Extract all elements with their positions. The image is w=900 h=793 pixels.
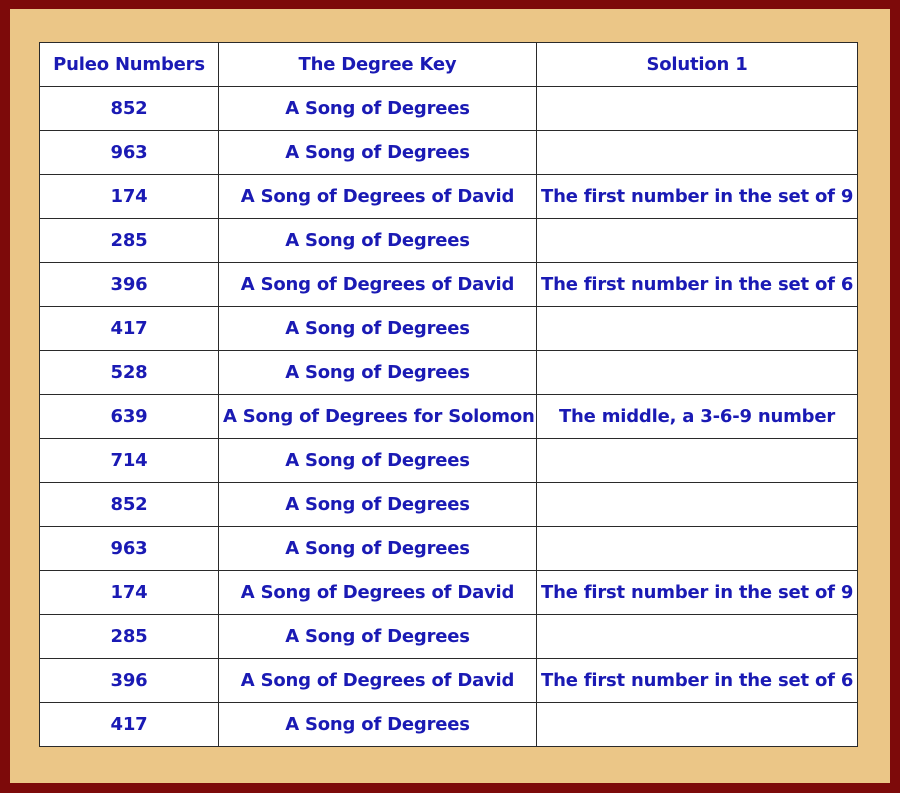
cell-solution: The first number in the set of 9 bbox=[537, 571, 858, 615]
cell-puleo-number: 852 bbox=[40, 483, 219, 527]
cell-degree-key: A Song of Degrees of David bbox=[219, 175, 537, 219]
cell-solution bbox=[537, 351, 858, 395]
table-row bbox=[40, 175, 858, 219]
cell-puleo-number: 963 bbox=[40, 527, 219, 571]
cell-degree-key: A Song of Degrees for Solomon bbox=[219, 395, 537, 439]
header-solution-1: Solution 1 bbox=[537, 43, 858, 87]
cell-puleo-number: 639 bbox=[40, 395, 219, 439]
table-row bbox=[40, 483, 858, 527]
cell-puleo-number: 417 bbox=[40, 307, 219, 351]
table-row bbox=[40, 439, 858, 483]
cell-degree-key: A Song of Degrees bbox=[219, 131, 537, 175]
table-row bbox=[40, 131, 858, 175]
cell-solution bbox=[537, 307, 858, 351]
table-row bbox=[40, 703, 858, 747]
cell-solution bbox=[537, 483, 858, 527]
cell-solution bbox=[537, 703, 858, 747]
cell-degree-key: A Song of Degrees bbox=[219, 483, 537, 527]
cell-solution: The middle, a 3-6-9 number bbox=[537, 395, 858, 439]
cell-degree-key: A Song of Degrees bbox=[219, 87, 537, 131]
cell-puleo-number: 714 bbox=[40, 439, 219, 483]
cell-puleo-number: 174 bbox=[40, 571, 219, 615]
table-row bbox=[40, 659, 858, 703]
table-row bbox=[40, 571, 858, 615]
cell-puleo-number: 528 bbox=[40, 351, 219, 395]
cell-solution: The first number in the set of 6 bbox=[537, 659, 858, 703]
cell-degree-key: A Song of Degrees bbox=[219, 219, 537, 263]
cell-solution bbox=[537, 131, 858, 175]
cell-solution: The first number in the set of 6 bbox=[537, 263, 858, 307]
cell-puleo-number: 396 bbox=[40, 263, 219, 307]
cell-puleo-number: 174 bbox=[40, 175, 219, 219]
header-puleo-numbers: Puleo Numbers bbox=[40, 43, 219, 87]
table-row bbox=[40, 527, 858, 571]
cell-degree-key: A Song of Degrees of David bbox=[219, 659, 537, 703]
cell-puleo-number: 852 bbox=[40, 87, 219, 131]
table-row bbox=[40, 219, 858, 263]
cell-solution: The first number in the set of 9 bbox=[537, 175, 858, 219]
table-row bbox=[40, 351, 858, 395]
cell-solution bbox=[537, 439, 858, 483]
cell-puleo-number: 417 bbox=[40, 703, 219, 747]
table-row bbox=[40, 87, 858, 131]
cell-degree-key: A Song of Degrees bbox=[219, 439, 537, 483]
header-row bbox=[40, 43, 858, 87]
header-degree-key: The Degree Key bbox=[219, 43, 537, 87]
cell-degree-key: A Song of Degrees bbox=[219, 703, 537, 747]
table-row bbox=[40, 395, 858, 439]
cell-puleo-number: 285 bbox=[40, 219, 219, 263]
table-body bbox=[40, 87, 858, 747]
table-row bbox=[40, 307, 858, 351]
cell-puleo-number: 396 bbox=[40, 659, 219, 703]
cell-degree-key: A Song of Degrees bbox=[219, 307, 537, 351]
cell-puleo-number: 963 bbox=[40, 131, 219, 175]
degree-table bbox=[39, 42, 858, 747]
cell-solution bbox=[537, 219, 858, 263]
table-row bbox=[40, 615, 858, 659]
cell-solution bbox=[537, 615, 858, 659]
cell-degree-key: A Song of Degrees of David bbox=[219, 263, 537, 307]
table-panel bbox=[39, 42, 857, 746]
cell-degree-key: A Song of Degrees bbox=[219, 615, 537, 659]
cell-solution bbox=[537, 87, 858, 131]
cell-puleo-number: 285 bbox=[40, 615, 219, 659]
cell-degree-key: A Song of Degrees of David bbox=[219, 571, 537, 615]
table-row bbox=[40, 263, 858, 307]
cell-degree-key: A Song of Degrees bbox=[219, 527, 537, 571]
cell-solution bbox=[537, 527, 858, 571]
cell-degree-key: A Song of Degrees bbox=[219, 351, 537, 395]
frame-mat bbox=[10, 9, 890, 783]
